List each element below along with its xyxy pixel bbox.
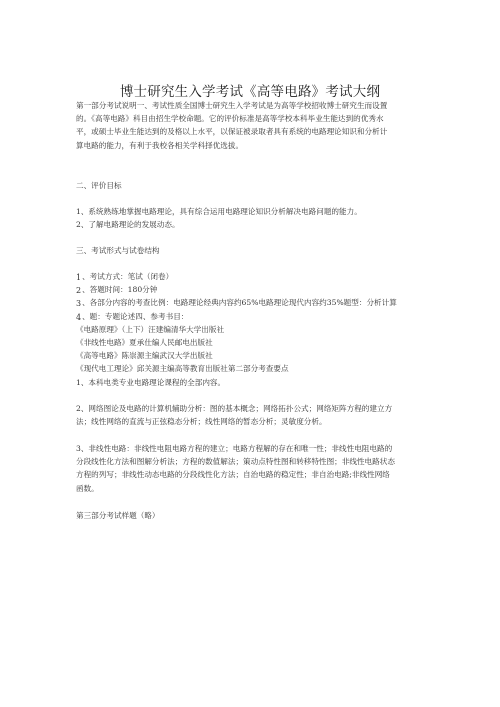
list-item: 2、了解电路理论的发展动态。	[76, 220, 180, 230]
reference-book: 《高等电路》陈崇源主编武汉大学出版社	[76, 351, 213, 361]
document-title: 博士研究生入学考试《高等电路》考试大纲	[119, 84, 381, 100]
part-3-heading: 第三部分考试样题（略）	[76, 511, 160, 520]
section-2-heading: 二、评价目标	[76, 181, 122, 190]
item-text: 、题：专题论述四、参考书目：	[82, 311, 189, 321]
key-point-line: 2、网络图论及电路的计算机辅助分析：图的基本概念；网络拓扑公式；网络矩阵方程的建立方	[76, 404, 393, 413]
item-number: 3	[76, 299, 82, 309]
intro-line: 第一部分考试说明一、考试性质全国博士研究生入学考试是为高等学校招收博士研究生而设置	[76, 101, 388, 110]
list-item	[76, 310, 428, 323]
item-text: 、各部分内容的考查比例：电路理论经典内容约65%电路理论现代内容约35%题型：分析计算	[82, 298, 397, 308]
item-text: 、考试方式：笔试（闭卷）	[82, 272, 174, 281]
list-item: 1、系统熟练地掌握电路理论，具有综合运用电路理论知识分析解决电路问题的能力。	[76, 207, 362, 216]
item-number: 1	[76, 273, 82, 282]
key-point-line: 3、非线性电路：非线性电阻电路方程的建立；电路方程解的存在和唯一性；非线性电阻电路的	[76, 444, 393, 453]
reference-book: 《非线性电路》夏承仕编人民邮电出版社	[76, 338, 213, 348]
section-3-heading: 三、考试形式与试卷结构	[76, 246, 160, 255]
key-point-1: 1、本科电类专业电路理论课程的全部内容。	[76, 377, 226, 387]
item-number: 2	[76, 286, 82, 296]
reference-book: 《电路原理》（上下）汪建编清华大学出版社	[76, 324, 225, 334]
list-item	[76, 283, 428, 296]
intro-line: 算电路的能力，有利于我校各相关学科择优选拔。	[76, 140, 244, 150]
section-2-list	[76, 205, 428, 231]
intro-line: 的。《高等电路》科目由招生学校命题。它的评价标准是高等学校本科毕业生能达到的优秀水	[76, 114, 384, 124]
intro-paragraph	[76, 99, 428, 152]
list-item	[76, 296, 428, 309]
reference-book: 《现代电工理论》邱关源主编高等教育出版社第二部分考查要点	[76, 364, 289, 374]
intro-line: 平，或硕士毕业生能达到的及格以上水平，以保证被录取者具有系统的电路理论知识和分析计	[76, 127, 388, 137]
key-point-line: 方程的列写；非线性动态电路的分段线性化方法；自治电路的稳定性；非自治电路;非线性网络	[76, 470, 390, 480]
key-point-line: 法；线性网络的直流与正弦稳态分析；线性网络的暂态分析；灵敏度分析。	[76, 417, 327, 427]
key-point-line: 函数。	[76, 483, 99, 493]
key-point-2	[76, 402, 428, 428]
section-3-list	[76, 270, 428, 389]
item-text: 、答题时间：180分钟	[82, 285, 158, 295]
key-point-3	[76, 442, 428, 495]
item-number: 4	[76, 312, 82, 322]
key-point-line: 分段线性化方法和图解分析法；方程的数值解法；策动点特性图和转移特性图；非线性电路状态	[76, 457, 395, 467]
list-item	[76, 270, 428, 283]
